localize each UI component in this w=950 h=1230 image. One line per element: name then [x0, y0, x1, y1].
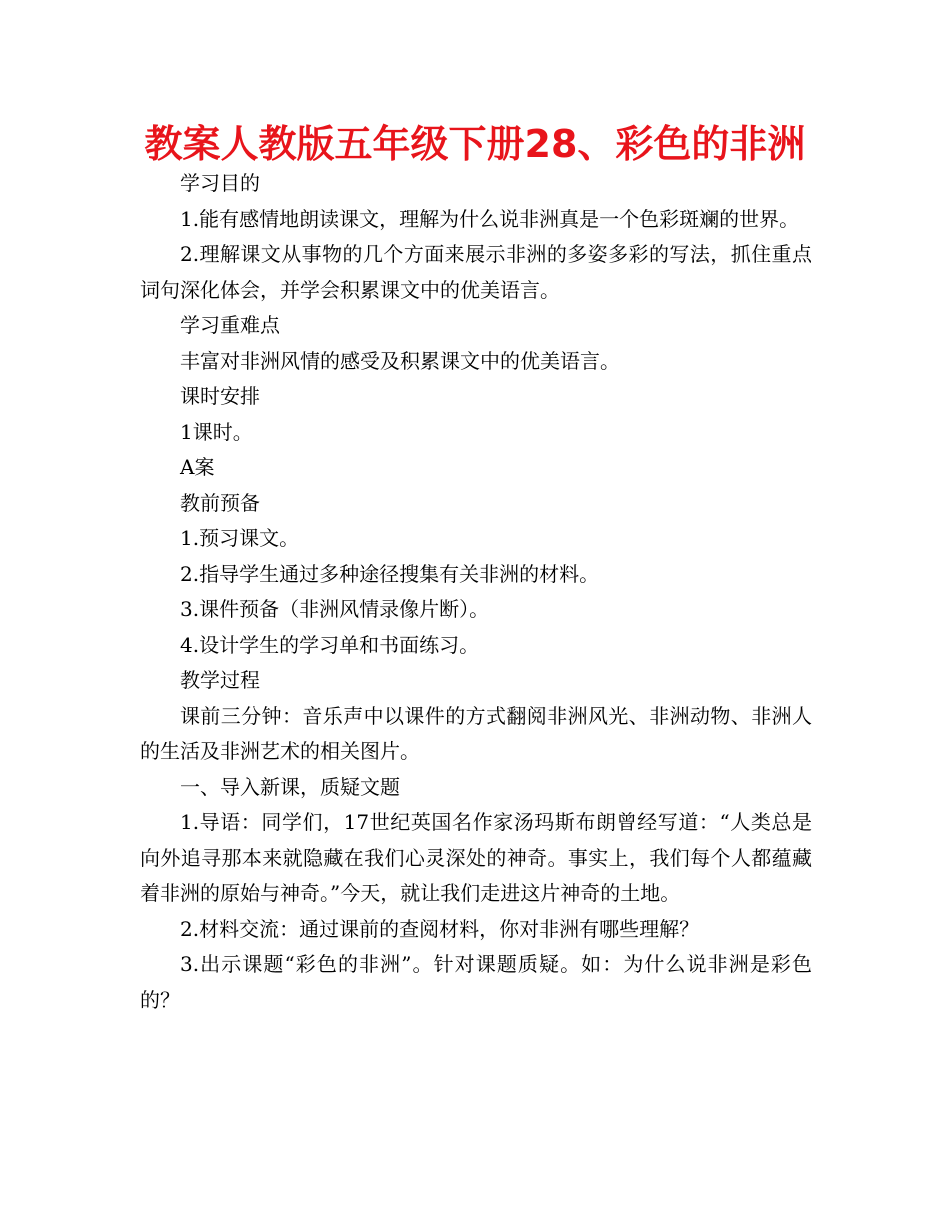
paragraph: 3.课件预备（非洲风情录像片断）。: [180, 597, 490, 621]
section-heading-learning-goals: 学习目的: [180, 171, 260, 195]
paragraph: 4.设计学生的学习单和书面练习。: [180, 632, 480, 657]
paragraph: 1课时。: [180, 419, 253, 444]
document-body: [140, 166, 812, 1018]
paragraph: 1.预习课文。: [180, 526, 300, 550]
section-heading-schedule: 课时安排: [180, 384, 260, 408]
paragraph: 3.出示课题“彩色的非洲”。针对课题质疑。如：为什么说非洲是彩色的？: [140, 952, 812, 1012]
section-heading-preparation: 教前预备: [180, 490, 260, 515]
section-heading-key-points: 学习重难点: [180, 313, 280, 337]
paragraph: 2.材料交流：通过课前的查阅材料，你对非洲有哪些理解？: [180, 916, 700, 941]
section-heading-introduction: 一、导入新课，质疑文题: [180, 774, 400, 799]
document-title: 教案人教版五年级下册28、彩色的非洲: [144, 122, 806, 166]
paragraph: 2.理解课文从事物的几个方面来展示非洲的多姿多彩的写法，抓住重点词句深化体会，并学会积累课文中的优美语言。: [140, 242, 812, 302]
paragraph: 丰富对非洲风情的感受及积累课文中的优美语言。: [180, 348, 620, 373]
paragraph: 2.指导学生通过多种途径搜集有关非洲的材料。: [180, 561, 600, 586]
paragraph: 1.能有感情地朗读课文，理解为什么说非洲真是一个色彩斑斓的世界。: [180, 206, 800, 231]
section-heading-plan-a: A案: [180, 455, 215, 479]
paragraph: 1.导语：同学们，17世纪英国名作家汤玛斯布朗曾经写道：“人类总是向外追寻那本来就隐藏在我们心灵深处的神奇。事实上，我们每个人都蕴藏着非洲的原始与神奇。”今天，就让我们走进这片神奇的土地。: [140, 810, 812, 905]
paragraph: 课前三分钟：音乐声中以课件的方式翻阅非洲风光、非洲动物、非洲人的生活及非洲艺术的相关图片。: [140, 703, 812, 763]
section-heading-teaching-process: 教学过程: [180, 668, 260, 692]
